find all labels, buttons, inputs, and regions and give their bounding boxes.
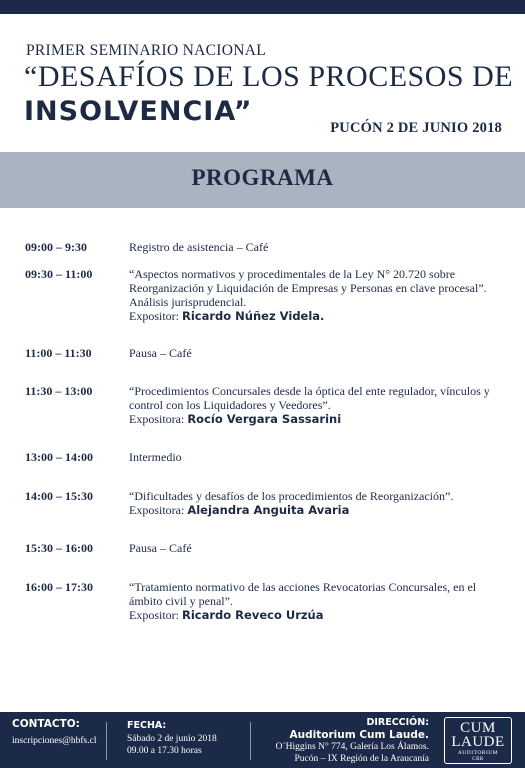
logo-text-1: CUM <box>460 720 496 736</box>
agenda-description <box>129 489 499 517</box>
agenda-description-line: Intermedio <box>129 450 182 464</box>
agenda-description-line: Registro de asistencia – Café <box>129 240 269 254</box>
agenda-description-line: control con los Liquidadores y Veedores”. <box>129 398 331 412</box>
contact-label: CONTACTO: <box>12 718 80 730</box>
footer <box>0 712 525 768</box>
contact-email[interactable]: inscripciones@hbfs.cl <box>12 736 97 746</box>
agenda-description <box>129 240 499 254</box>
address-label: DIRECCIÓN: <box>366 717 429 728</box>
agenda-speaker <box>129 608 499 622</box>
speaker-label: Expositor: <box>129 608 182 622</box>
agenda-description-line: “Tratamiento normativo de las acciones Revocatorias Concursales, en el <box>129 580 477 594</box>
agenda-time: 11:30 – 13:00 <box>25 384 93 398</box>
speaker-name: Alejandra Anguita Avaria <box>187 503 350 517</box>
agenda-description-line: Pausa – Café <box>129 541 192 555</box>
agenda-description <box>129 541 499 555</box>
footer-divider <box>106 722 107 760</box>
speaker-label: Expositora: <box>129 503 188 517</box>
agenda-time: 13:00 – 14:00 <box>25 450 93 464</box>
logo-text-2: LAUDE <box>451 734 505 750</box>
title-line-1: “DESAFÍOS DE LOS PROCESOS DE <box>24 60 514 93</box>
agenda-description <box>129 384 499 426</box>
address-line-2: O´Higgins N° 774, Galería Los Álamos. <box>275 742 429 752</box>
agenda-time: 09:30 – 11:00 <box>25 267 93 281</box>
address-line-1: Auditorium Cum Laude. <box>289 729 429 741</box>
speaker-name: Ricardo Reveco Urzúa <box>182 608 324 622</box>
speaker-name: Ricardo Núñez Videla. <box>182 309 325 323</box>
program-title: PROGRAMA <box>191 165 334 190</box>
event-date-location: PUCÓN 2 DE JUNIO 2018 <box>330 120 502 136</box>
agenda-description <box>129 267 499 323</box>
agenda-description <box>129 346 499 360</box>
speaker-label: Expositora: <box>129 412 188 426</box>
speaker-label: Expositor: <box>129 309 182 323</box>
agenda-speaker <box>129 503 499 517</box>
top-bar <box>0 0 525 14</box>
agenda-time: 11:00 – 11:30 <box>25 346 92 360</box>
speaker-name: Rocío Vergara Sassarini <box>187 412 342 426</box>
cum-laude-logo <box>444 717 512 764</box>
agenda-description-line: “Aspectos normativos y procedimentales de la Ley N° 20.720 sobre <box>129 267 456 281</box>
agenda-description-line: “Dificultades y desafíos de los procedimientos de Reorganización”. <box>129 489 454 503</box>
agenda-speaker <box>129 309 499 323</box>
agenda-description <box>129 580 499 622</box>
pre-title: PRIMER SEMINARIO NACIONAL <box>26 42 267 59</box>
agenda-description-line: Análisis jurisprudencial. <box>129 295 247 309</box>
footer-divider <box>250 722 251 760</box>
agenda-description-line: “Procedimientos Concursales desde la óptica del ente regulador, vínculos y <box>129 384 490 398</box>
agenda-description <box>129 450 499 464</box>
title-line-2: INSOLVENCIA” <box>24 96 253 127</box>
agenda-description-line: ámbito civil y penal”. <box>129 594 233 608</box>
agenda-time: 15:30 – 16:00 <box>25 541 93 555</box>
agenda-description-line: Reorganización y Liquidación de Empresas y Personas en clave procesal”. <box>129 281 487 295</box>
agenda-description-line: Pausa – Café <box>129 346 192 360</box>
logo-text-4: CBR <box>472 757 484 762</box>
agenda-time: 14:00 – 15:30 <box>25 489 93 503</box>
agenda-time: 16:00 – 17:30 <box>25 580 93 594</box>
logo-text-3: AUDITORIUM <box>457 750 499 756</box>
date-line-1: Sábado 2 de junio 2018 <box>127 734 217 744</box>
agenda-time: 09:00 – 9:30 <box>25 240 87 254</box>
date-line-2: 09.00 a 17.30 horas <box>127 746 202 756</box>
agenda-speaker <box>129 412 499 426</box>
address-line-3: Pucón – IX Región de la Araucanía <box>294 754 429 764</box>
date-label: FECHA: <box>127 720 167 731</box>
